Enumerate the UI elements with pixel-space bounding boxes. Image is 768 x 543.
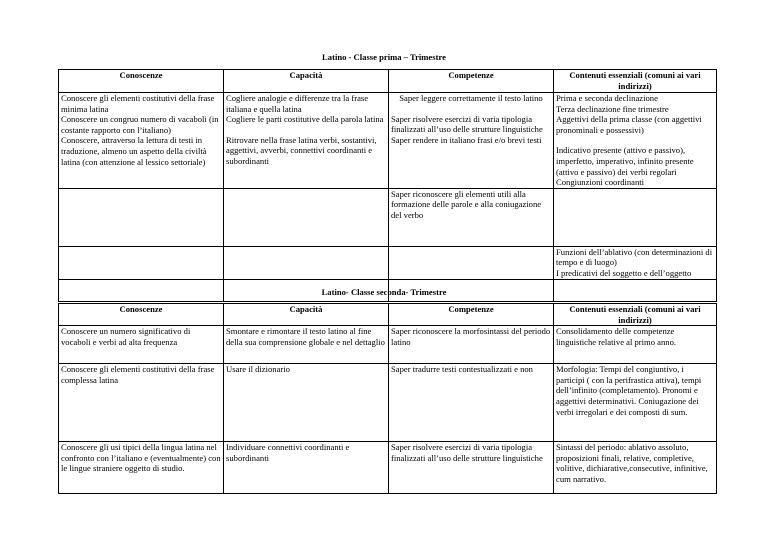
cell-contenuti bbox=[554, 246, 717, 279]
cell-text: Aggettivi della prima classe (con aggettivi pronominali e possessivi) bbox=[556, 114, 702, 135]
table-row bbox=[59, 246, 717, 279]
table-classe-prima bbox=[58, 69, 717, 302]
table-row bbox=[59, 364, 717, 442]
cell-conoscenze bbox=[59, 188, 224, 246]
cell-capacita bbox=[224, 93, 389, 189]
cell-capacita: Usare il dizionario bbox=[224, 364, 389, 442]
cell-text: Conoscere gli elementi costitutivi della frase minima latina bbox=[61, 93, 215, 114]
cell-text: Saper rendere in italiano frasi e/o brevi testi bbox=[391, 134, 542, 145]
header-capacita: Capacità bbox=[224, 70, 389, 93]
cell-contenuti bbox=[554, 93, 717, 189]
cell-text: Conoscere, attraverso la lettura di testi in traduzione, almeno un aspetto della civiltà latina (con attenzione al lessico settoriale) bbox=[61, 135, 207, 167]
table-classe-seconda bbox=[58, 303, 717, 494]
header-capacita: Capacità bbox=[224, 304, 389, 326]
cell-text: Funzioni dell’ablativo (con determinazioni di tempo e di luogo) bbox=[556, 246, 713, 268]
cell-conoscenze bbox=[59, 246, 224, 279]
cell-text: I predicativi del soggetto e dell’oggetto bbox=[556, 267, 692, 278]
cell-text: Cogliere le parti costitutive della parola latina bbox=[226, 114, 384, 125]
cell-text: Saper leggere correttamente il testo latino bbox=[399, 93, 543, 103]
cell-text: Prima e seconda declinazione bbox=[556, 93, 658, 103]
cell-competenze: Saper risolvere esercizi di varia tipologia finalizzati all’uso delle strutture linguistiche bbox=[389, 442, 554, 494]
cell-text: Indicativo presente (attivo e passivo), imperfetto, imperativo, infinito presente (attivo e passivo) dei verbi regolari bbox=[556, 145, 694, 177]
header-contenuti: Contenuti essenziali (comuni ai vari indirizzi) bbox=[554, 304, 717, 326]
cell-contenuti: Sintassi del periodo: ablativo assoluto, proposizioni finali, relative, completive, volitive, dichiarative,consecutive, infinitive, cum narrativo. bbox=[554, 442, 717, 494]
cell-text: Congiunzioni coordinanti bbox=[556, 177, 645, 188]
cell-capacita bbox=[224, 188, 389, 246]
cell-conoscenze: Conoscere gli usi tipici della lingua latina nel confronto con l’italiano e (eventualmente) con le lingue straniere oggetto di studio. bbox=[59, 442, 224, 494]
table-header-row bbox=[59, 304, 717, 326]
cell-text: Cogliere analogie e differenze tra la frase italiana e quella latina bbox=[226, 93, 369, 114]
table-row bbox=[59, 93, 717, 189]
header-conoscenze: Conoscenze bbox=[59, 70, 224, 93]
cell-contenuti: Morfologia: Tempi del congiuntivo, i participi ( con la perifrastica attiva), tempi dell’infinito (completamento). Pronomi e aggettivi determinativi. Coniugazione dei verbi irregolari e dei composti di sum. bbox=[554, 364, 717, 442]
cell-competenze: Saper riconoscere gli elementi utili alla formazione delle parole e alla coniugazione del verbo bbox=[389, 188, 554, 246]
cell-competenze bbox=[389, 93, 554, 189]
table-row bbox=[59, 442, 717, 494]
cell-text: Ritrovare nella frase latina verbi, sostantivi, aggettivi, avverbi, connettivi coordinanti e subordinanti bbox=[226, 134, 377, 166]
cell-capacita bbox=[224, 246, 389, 279]
header-contenuti: Contenuti essenziali (comuni ai vari indirizzi) bbox=[554, 70, 717, 93]
cell-contenuti bbox=[554, 188, 717, 246]
section1-title: Latino - Classe prima – Trimestre bbox=[322, 52, 446, 62]
table-row bbox=[59, 188, 717, 246]
cell-conoscenze: Conoscere gli elementi costitutivi della frase complessa latina bbox=[59, 364, 224, 442]
table-header-row bbox=[59, 70, 717, 93]
header-competenze: Competenze bbox=[389, 70, 554, 93]
table-row bbox=[59, 326, 717, 364]
cell-text: Saper risolvere esercizi di varia tipologia finalizzati all’uso delle strutture linguistiche bbox=[391, 113, 543, 135]
cell-text: Terza declinazione fine trimestre bbox=[556, 103, 669, 114]
cell-capacita: Smontare e rimontare il testo latino al fine della sua comprensione globale e nel dettaglio bbox=[224, 326, 389, 364]
cell-competenze bbox=[389, 246, 554, 279]
cell-conoscenze: Conoscere un numero significativo di vocaboli e verbi ad alta frequenza bbox=[59, 326, 224, 364]
cell-competenze: Saper riconoscere la morfosintassi del periodo latino bbox=[389, 326, 554, 364]
cell-conoscenze bbox=[59, 93, 224, 189]
header-competenze: Competenze bbox=[389, 304, 554, 326]
header-conoscenze: Conoscenze bbox=[59, 304, 224, 326]
section2-title: Latino- Classe seconda- Trimestre bbox=[321, 287, 447, 297]
cell-contenuti: Consolidamento delle competenze linguistiche relative al primo anno. bbox=[554, 326, 717, 364]
cell-capacita: Individuare connettivi coordinanti e subordinanti bbox=[224, 442, 389, 494]
cell-competenze: Saper tradurre testi contestualizzati e non bbox=[389, 364, 554, 442]
cell-text: Conoscere un congruo numero di vacaboli (in costante rapporto con l’italiano) bbox=[61, 114, 219, 135]
